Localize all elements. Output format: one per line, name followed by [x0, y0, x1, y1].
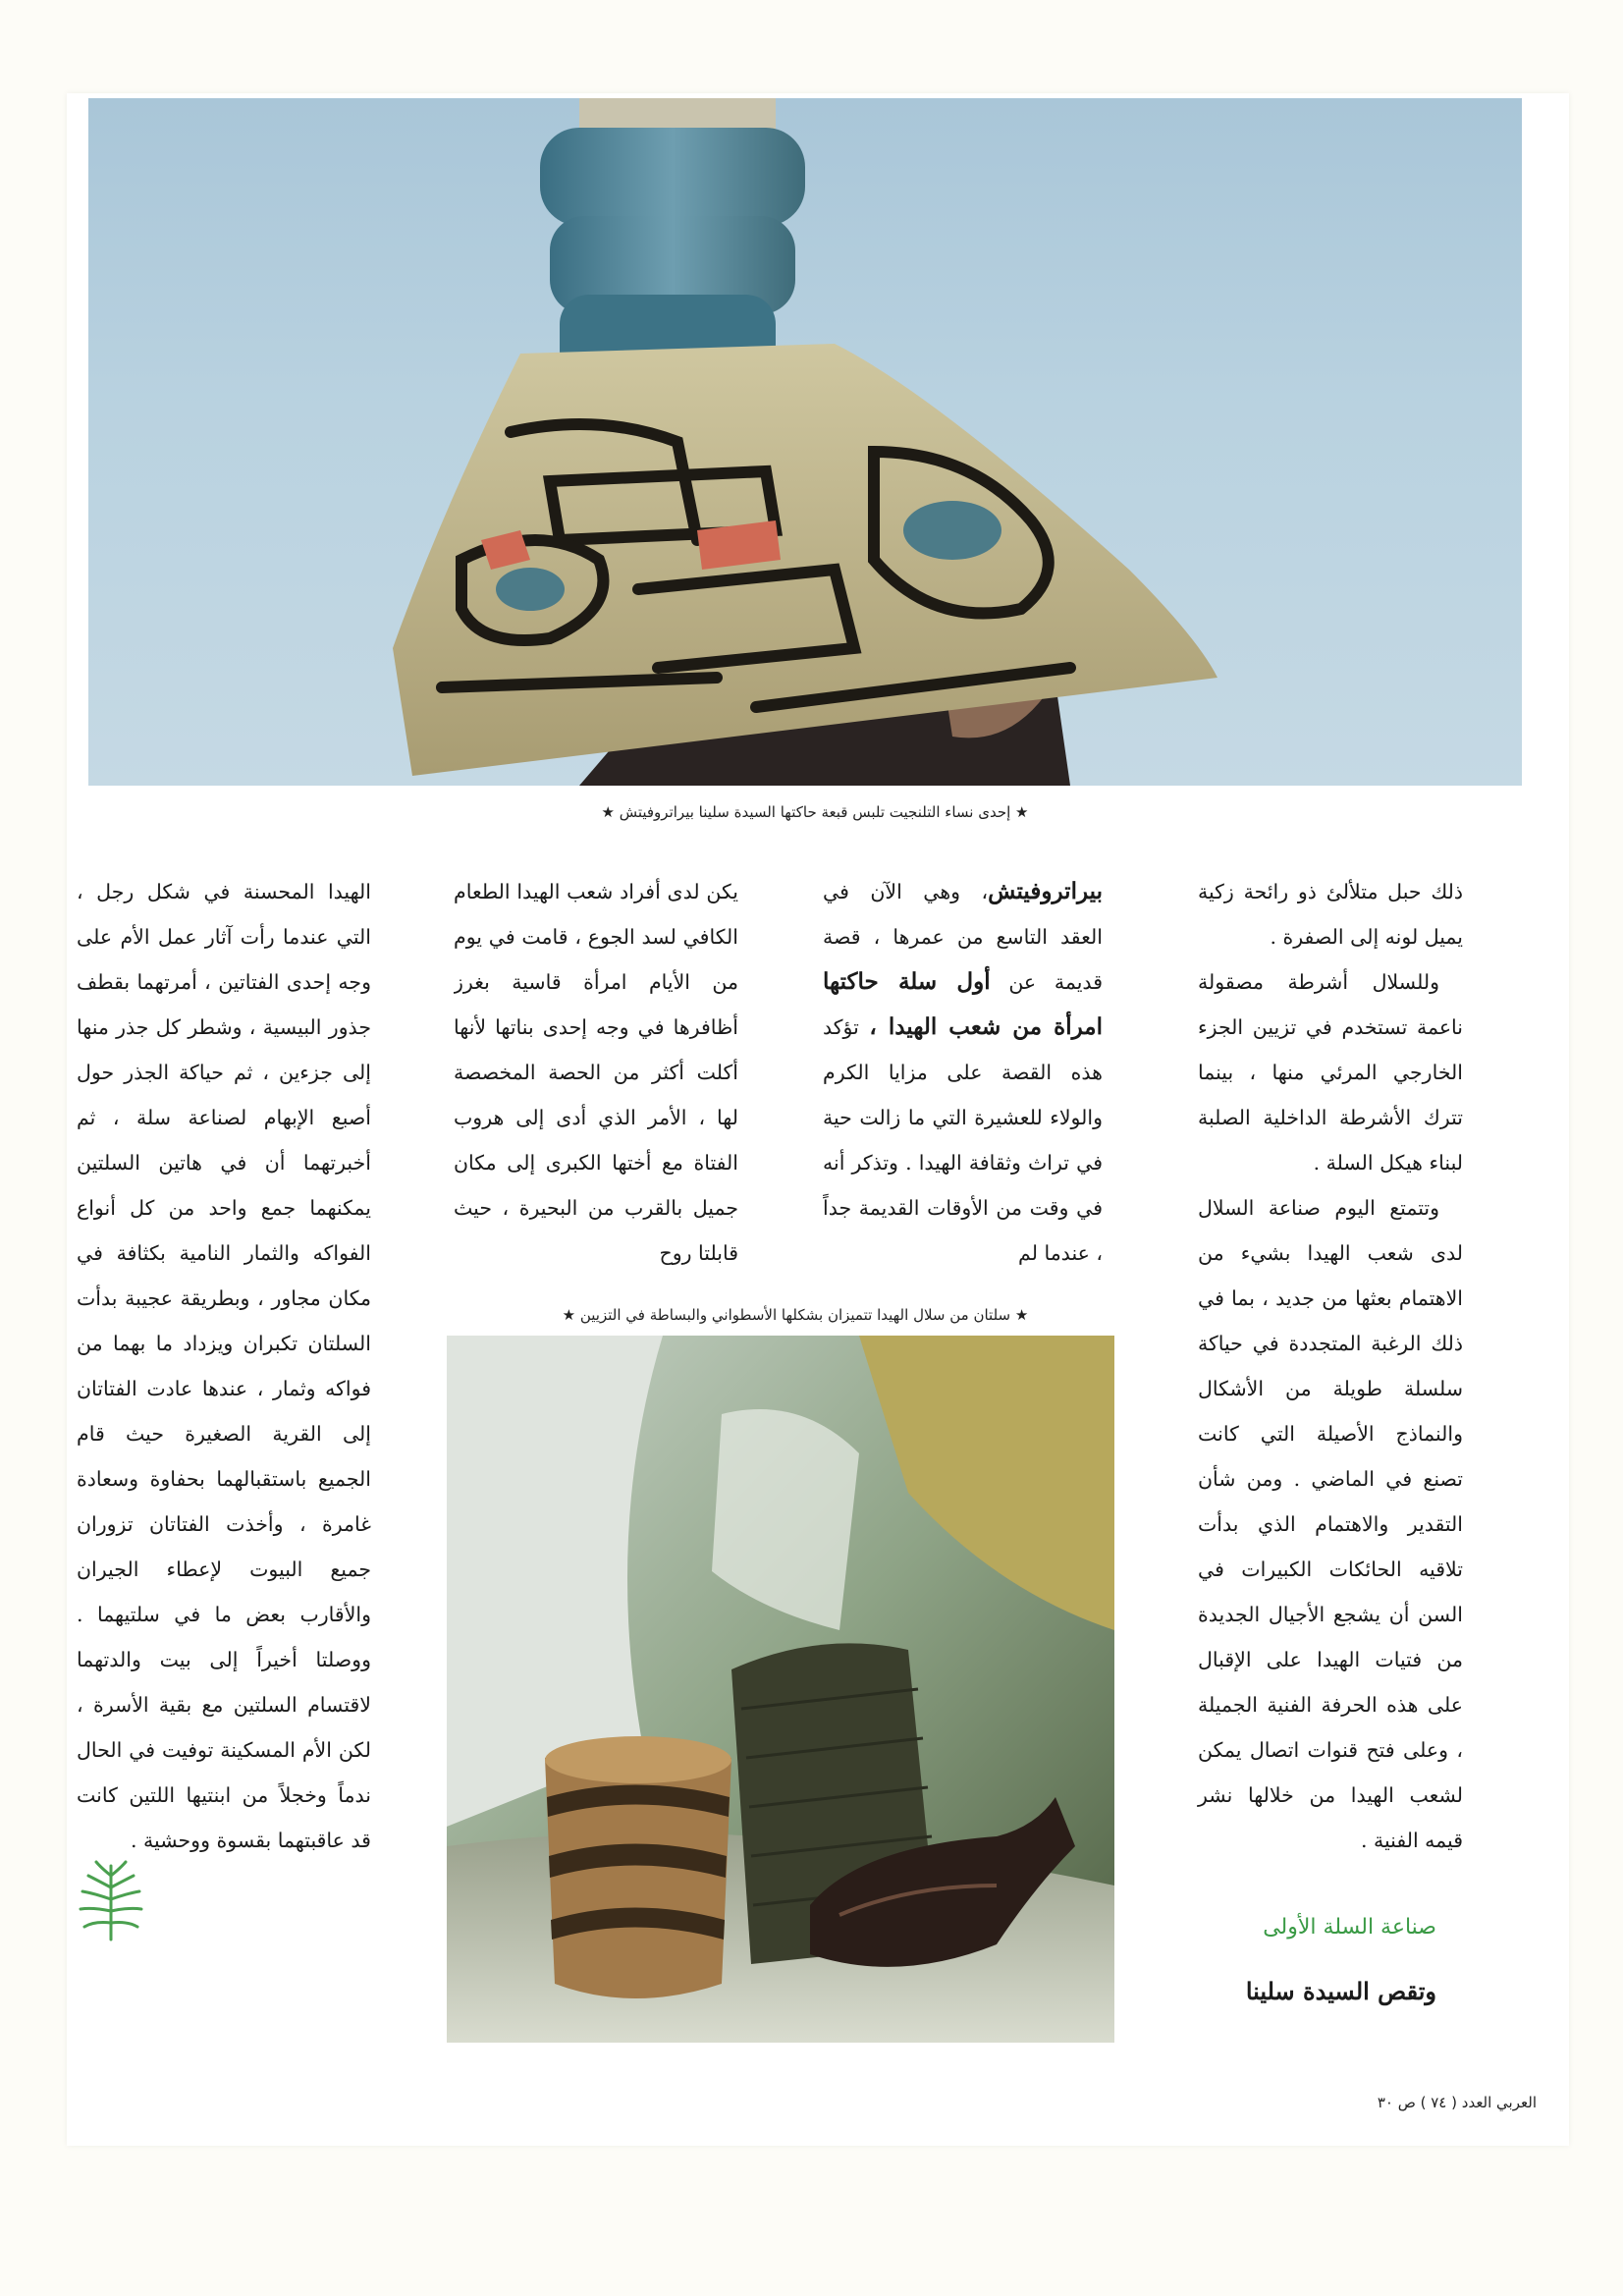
name-emphasis: بيراتروفيتش: [988, 878, 1103, 904]
section-heading: صناعة السلة الأولى: [1263, 1915, 1436, 1940]
page-footer: العربي العدد ( ٧٤ ) ص ٣٠: [1377, 2094, 1537, 2111]
column-center-left: [454, 869, 738, 1301]
text-run: تؤكد هذه القصة على مزايا الكرم والولاء للعشيرة التي ما زالت حية في تراث وثقافة الهيدا . وتذكر أنه في وقت من الأوقات القديمة جداً ، عندما لم: [823, 1015, 1103, 1265]
paragraph: الهيدا المحسنة في شكل رجل ، التي عندما رأت آثار عمل الأم على وجه إحدى الفتاتين ، أمرتهما بقطف جذور البيسية ، وشطر كل جذر منها إلى جزءين ، ثم حياكة الجذر حول أصبع الإبهام لصناعة سلة ، ثم أخبرتهما أن في هاتين السلتين يمكنهما جمع واحد من كل أنواع الفواكه والثمار النامية بكثافة في مكان مجاور ، وبطريقة عجيبة بدأت السلتان تكبران ويزداد ما بهما من فواكه وثمار ، عندها عادت الفتاتان إلى القرية الصغيرة حيث قام الجميع باستقبالهما بحفاوة وسعادة غامرة ، وأخذت الفتاتان تزوران جميع البيوت لإعطاء الجيران والأقارب بعض ما في سلتيهما . ووصلتا أخيراً إلى بيت والدتهما لاقتسام السلتين مع بقية الأسرة ، لكن الأم المسكينة توفيت في الحال ندماً وخجلاً من ابنتيها اللتين كانت قد عاقبتهما بقسوة ووحشية .: [77, 880, 371, 1852]
heading-continuation: وتقص السيدة سلينا: [1245, 1977, 1436, 2005]
hat-photo: [88, 98, 1522, 786]
column-left: [77, 869, 371, 1863]
column-center-right: [823, 869, 1103, 1301]
bold-phrase: أول سلة حاكتها امرأة من شعب الهيدا ،: [823, 968, 1103, 1040]
paragraph: وللسلال أشرطة مصقولة ناعمة تستخدم في تزيين الجزء الخارجي المرئي منها ، بينما تترك الأشرطة الداخلية الصلبة لبناء هيكل السلة .: [1198, 970, 1463, 1175]
caption-middle: ★ سلتان من سلال الهيدا تتميزان بشكلها الأسطواني والبساطة في التزيين ★: [562, 1306, 1029, 1324]
caption-top: ★ إحدى نساء التلنجيت تلبس قبعة حاكتها السيدة سلينا بيراتروفيتش ★: [601, 803, 1029, 821]
column-right: [1198, 869, 1463, 1863]
leaf-ornament-icon: [77, 1856, 145, 1948]
paragraph: ذلك حبل متلألئ ذو رائحة زكية يميل لونه إلى الصفرة .: [1198, 880, 1463, 949]
baskets-photo: [447, 1336, 1114, 2043]
paragraph: يكن لدى أفراد شعب الهيدا الطعام الكافي لسد الجوع ، قامت في يوم من الأيام امرأة قاسية بغرز أظافرها في وجه إحدى بناتها لأنها أكلت أكثر من الحصة المخصصة لها ، الأمر الذي أدى إلى هروب الفتاة مع أختها الكبرى إلى مكان جميل بالقرب من البحيرة ، حيث قابلتا روح: [454, 880, 738, 1265]
paragraph: [823, 869, 1103, 1276]
paragraph: وتتمتع اليوم صناعة السلال لدى شعب الهيدا بشيء من الاهتمام بعثها من جديد ، بما في ذلك الرغبة المتجددة في حياكة سلسلة طويلة من الأشكال والنماذج الأصيلة التي كانت تصنع في الماضي . ومن شأن التقدير والاهتمام الذي بدأت تلاقيه الحائكات الكبيرات في السن أن يشجع الأجيال الجديدة من فتيات الهيدا على الإقبال على هذه الحرفة الفنية الجميلة ، وعلى فتح قنوات اتصال يمكن لشعب الهيدا من خلالها نشر قيمه الفنية .: [1198, 1196, 1463, 1852]
text-run: ، وهي الآن في العقد التاسع من عمرها ، قصة قديمة عن: [823, 880, 1103, 994]
